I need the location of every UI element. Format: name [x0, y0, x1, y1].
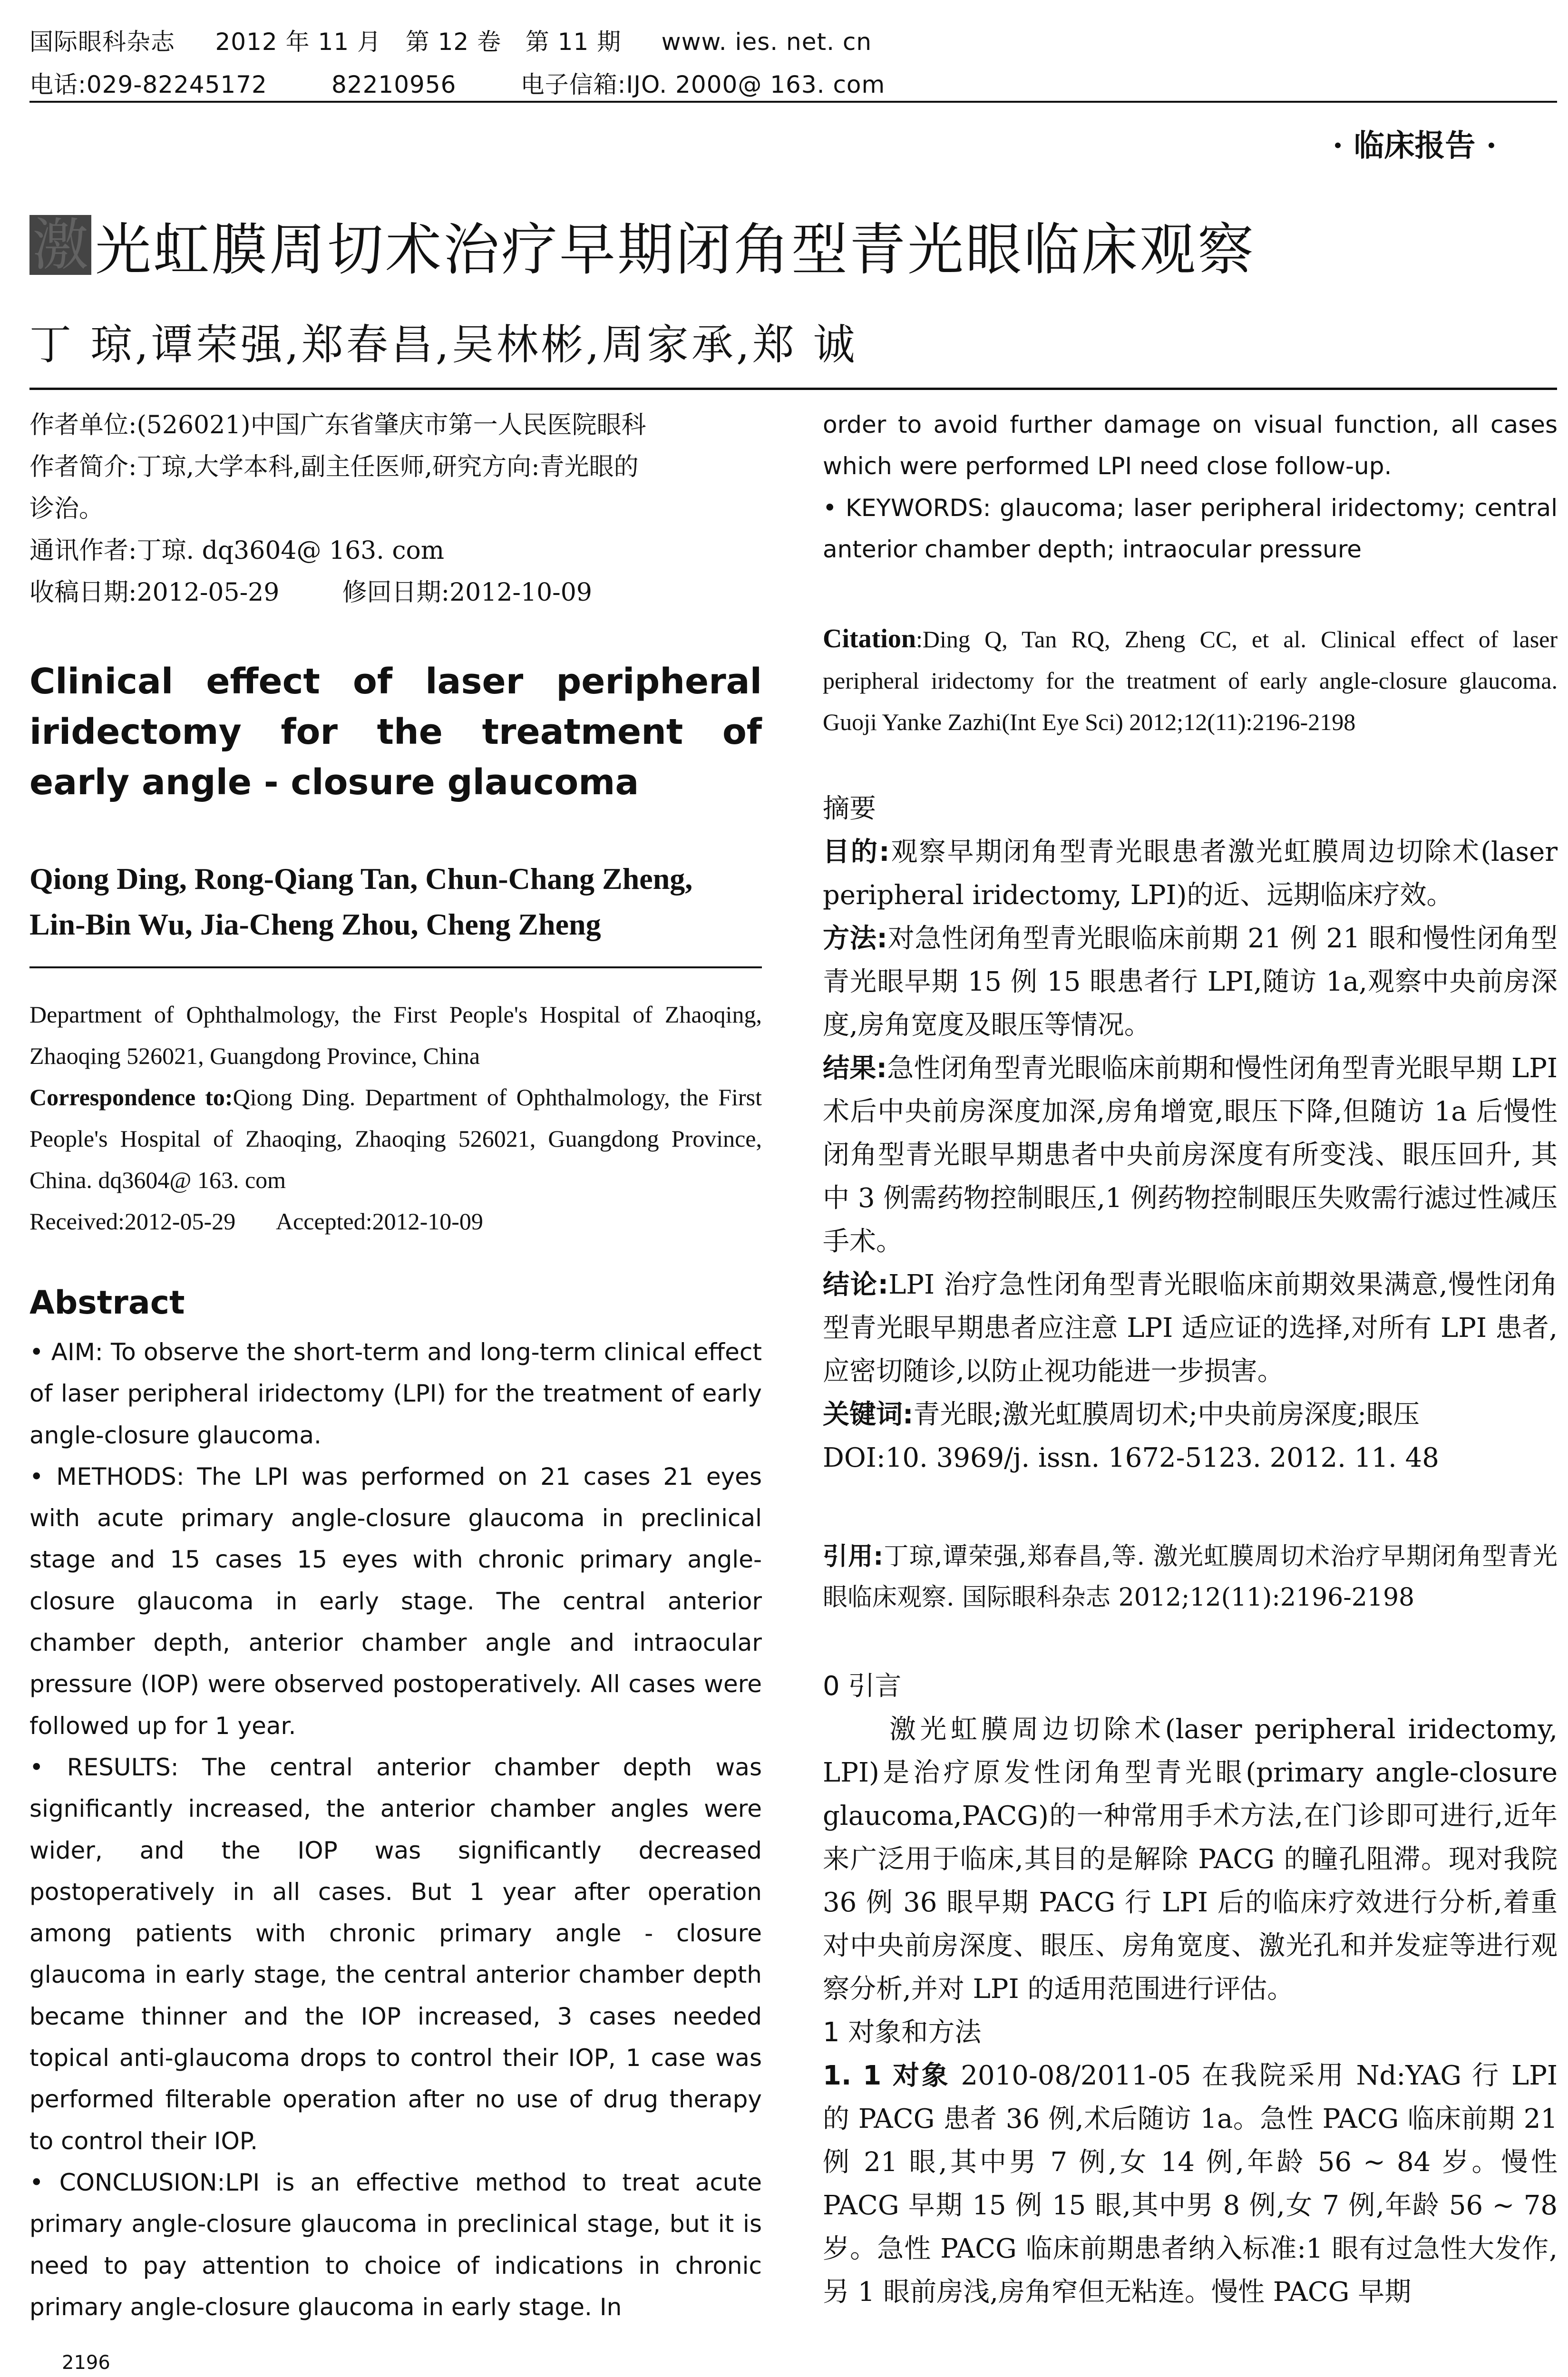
abstract-continued [823, 404, 1558, 570]
received-accepted: Received:2012-05-29 Accepted:2012-10-09 [29, 1208, 483, 1235]
author-meta-cn [29, 404, 762, 614]
citation-en [823, 618, 1558, 743]
intro-paragraph: 激光虹膜周边切除术(laser peripheral iridectomy, LPI)是治疗原发性闭角型青光眼(primary angle-closure glaucoma,PACG)的一种常用手术方法,在门诊即可进行,近年来广泛用于临床,其目的是解除 PACG 的瞳孔阻滞。现对我院 36 例 36 眼早期 PACG 行 LPI 后的临床疗效进行分析,着重对中央前房深度、眼压、房角宽度、激光孔和并发症等进行观察分析,并对 LPI 的适用范围进行评估。 [823, 1714, 1558, 2005]
cn-results-text: 急性闭角型青光眼临床前期和慢性闭角型青光眼早期 LPI 术后中央前房深度加深,房角增宽,眼压下降,但随访 1a 后慢性闭角型青光眼早期患者中央前房深度有所变浅、眼压回升, 其中 3 例需药物控制眼压,1 例药物控制眼压失败需行滤过性减压手术。 [823, 1053, 1558, 1257]
intro-section [823, 1665, 1558, 2314]
cn-conclusion [823, 1263, 1558, 1393]
journal-website: www. ies. net. cn [661, 28, 872, 56]
abstract-conclusion: • CONCLUSION:LPI is an effective method to treat acute primary angle-closure glaucoma in preclinical stage, but it is need to pay attention to choice of indications in chronic primary angle-closure glaucoma in early stage. In [29, 2168, 762, 2321]
cn-conclusion-text: LPI 治疗急性闭角型青光眼临床前期效果满意,慢性闭角型青光眼早期患者应注意 LPI 适应证的选择,对所有 LPI 患者,应密切随诊,以防止视功能进一步损害。 [823, 1269, 1558, 1387]
authors-rule [29, 966, 762, 968]
cn-aim-label: 目的: [823, 837, 890, 867]
cn-methods [823, 917, 1558, 1047]
section-tag: · 临床报告 · [1332, 128, 1497, 164]
journal-header-line-1 [29, 23, 872, 57]
abstract-body [29, 1332, 762, 2328]
abstract-keywords: • KEYWORDS: glaucoma; laser peripheral iridectomy; central anterior chamber depth; intraocular pressure [823, 494, 1558, 563]
abstract-heading: Abstract [29, 1284, 185, 1322]
cn-citation [823, 1536, 1558, 1618]
cn-aim-text: 观察早期闭角型青光眼患者激光虹膜周边切除术(laser peripheral iridectomy, LPI)的近、远期临床疗效。 [823, 837, 1558, 911]
cn-methods-text: 对急性闭角型青光眼临床前期 21 例 21 眼和慢性闭角型青光眼早期 15 例 15 眼患者行 LPI,随访 1a,观察中央前房深度,房角宽度及眼压等情况。 [823, 923, 1558, 1041]
authors-en [29, 856, 762, 947]
abstract-conclusion-cont: order to avoid further damage on visual function, all cases which were performed LPI need close follow-up. [823, 411, 1558, 480]
affiliation: Department of Ophthalmology, the First People's Hospital of Zhaoqing, Zhaoqing 526021, Guangdong Province, China [29, 1001, 762, 1069]
cn-methods-label: 方法: [823, 923, 887, 954]
citation-label: Citation [823, 624, 916, 653]
journal-email: 电子信箱:IJO. 2000@ 163. com [520, 71, 886, 98]
authors-en-line-2: Lin-Bin Wu, Jia-Cheng Zhou, Cheng Zheng [29, 907, 601, 941]
citation-text: :Ding Q, Tan RQ, Zheng CC, et al. Clinical effect of laser peripheral iridectomy for the treatment of early angle-closure glaucoma. Guoji Yanke Zazhi(Int Eye Sci) 2012;12(11):2196-2198 [823, 626, 1558, 735]
title-rule [29, 388, 1557, 390]
cn-results-label: 结果: [823, 1053, 887, 1084]
authors-en-line-1: Qiong Ding, Rong-Qiang Tan, Chun-Chang Zheng, [29, 862, 693, 896]
cn-doi: DOI:10. 3969/j. issn. 1672-5123. 2012. 11. 48 [823, 1442, 1439, 1473]
cn-abstract [823, 787, 1558, 1480]
cn-citation-label: 引用: [823, 1542, 884, 1571]
affiliation-block [29, 994, 762, 1242]
paper-title-cn: 光虹膜周切术治疗早期闭角型青光眼临床观察 [95, 217, 1256, 283]
correspondence-label: Correspondence to: [29, 1084, 233, 1111]
cn-keywords [823, 1393, 1558, 1436]
author-bio-line-2: 诊治。 [29, 495, 104, 523]
authors-cn: 丁 琼,谭荣强,郑春昌,吴林彬,周家承,郑 诚 [29, 320, 858, 369]
methods-heading: 1 对象和方法 [823, 2017, 982, 2048]
methods-subject-label: 1. 1 对象 [823, 2060, 951, 2091]
cn-conclusion-label: 结论: [823, 1269, 889, 1300]
abstract-results: • RESULTS: The central anterior chamber depth was significantly increased, the anterior chamber angles were wider, and the IOP was significantly decreased postoperatively in all cases. But 1 year after operation among patients with chronic primary angle - closure glaucoma in early stage, the central anterior chamber depth became thinner and the IOP increased, 3 cases needed topical anti-glaucoma drops to control their IOP, 1 case was performed filterable operation after no use of drug therapy to control their IOP. [29, 1753, 762, 2155]
journal-header-line-2 [29, 66, 885, 100]
cn-keywords-text: 青光眼;激光虹膜周切术;中央前房深度;眼压 [913, 1399, 1420, 1430]
correspondence-cn: 通讯作者:丁琼. dq3604@ 163. com [29, 536, 445, 565]
dates-cn: 收稿日期:2012-05-29 修回日期:2012-10-09 [29, 578, 592, 607]
header-rule [29, 101, 1557, 103]
methods-subject-text: 2010-08/2011-05 在我院采用 Nd:YAG 行 LPI 的 PACG 患者 36 例,术后随访 1a。急性 PACG 临床前期 21 例 21 眼,其中男 7 例,女 14 例,年龄 56 ~ 84 岁。慢性 PACG 早期 15 例 15 眼,其中男 8 例,女 7 例,年龄 56 ~ 78 岁。急性 PACG 临床前期患者纳入标准:1 眼有过急性大发作,另 1 眼前房浅,房角窄但无粘连。慢性 PACG 早期 [823, 2060, 1558, 2308]
title-first-char: 激 [32, 212, 88, 278]
cn-keywords-label: 关键词: [823, 1399, 914, 1430]
cn-aim [823, 830, 1558, 917]
paper-title-en: Clinical effect of laser peripheral iridectomy for the treatment of early angle - closure glaucoma [29, 661, 762, 803]
journal-name: 国际眼科杂志 [29, 28, 175, 56]
page-number: 2196 [62, 2352, 110, 2374]
correspondence-text: Qiong Ding. Department of Ophthalmology, the First People's Hospital of Zhaoqing, Zhaoqing 526021, Guangdong Province, China. dq3604@ 163. com [29, 1084, 762, 1193]
correspondence-en [29, 1077, 762, 1201]
author-unit: 作者单位:(526021)中国广东省肇庆市第一人民医院眼科 [29, 411, 646, 439]
journal-phone: 电话:029-82245172 82210956 [29, 71, 457, 98]
abstract-aim: • AIM: To observe the short-term and long-term clinical effect of laser peripheral iridectomy (LPI) for the treatment of early angle-closure glaucoma. [29, 1338, 762, 1449]
cn-citation-text: 丁琼,谭荣强,郑春昌,等. 激光虹膜周切术治疗早期闭角型青光眼临床观察. 国际眼科杂志 2012;12(11):2196-2198 [823, 1542, 1558, 1612]
intro-heading: 0 引言 [823, 1671, 902, 1702]
abstract-methods: • METHODS: The LPI was performed on 21 cases 21 eyes with acute primary angle-closure glaucoma in preclinical stage and 15 cases 15 eyes with chronic primary angle-closure glaucoma in early stage. The central anterior chamber depth, anterior chamber angle and intraocular pressure (IOP) were observed postoperatively. All cases were followed up for 1 year. [29, 1462, 762, 1740]
author-bio-line-1: 作者简介:丁琼,大学本科,副主任医师,研究方向:青光眼的 [29, 453, 639, 481]
cn-abstract-heading: 摘要 [823, 793, 876, 824]
title-first-char-box [29, 212, 91, 278]
issue-info: 2012 年 11 月 第 12 卷 第 11 期 [215, 28, 622, 56]
methods-subject [823, 2054, 1558, 2314]
cn-results [823, 1047, 1558, 1263]
